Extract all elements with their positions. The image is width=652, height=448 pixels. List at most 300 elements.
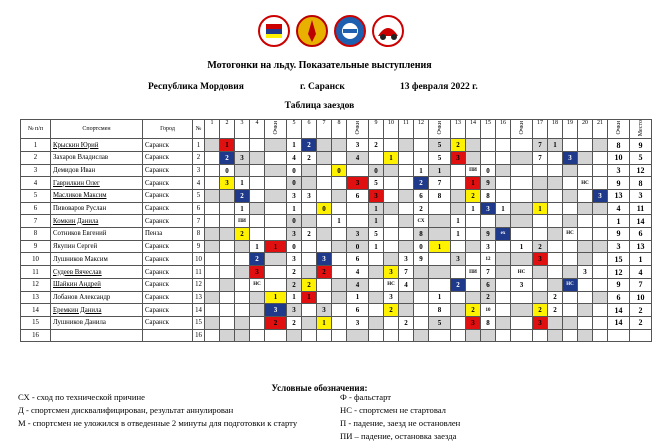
heat-cell [496,164,511,177]
heat-cell: 3 [451,151,466,164]
heat-cell [265,228,287,241]
heat-cell [593,151,608,164]
heat-cell: ex [496,228,511,241]
heat-cell: 2 [414,177,429,190]
athlete-name-cell: Лушников Максим [51,253,143,266]
heat-cell [466,291,481,304]
heat-cell [332,139,347,152]
heat-cell [317,177,332,190]
heat-cell [578,329,593,342]
header-ochki: Очки [429,120,451,139]
header-heat: 15 [481,120,496,139]
athlete-city-cell: Саранск [143,266,193,279]
heat-cell [511,202,533,215]
heat-cell [332,177,347,190]
heat-cell [466,329,481,342]
heat-cell [220,266,235,279]
heat-cell [332,253,347,266]
heat-cell [429,266,451,279]
header-ochki: Очки [347,120,369,139]
heat-cell: 7 [429,177,451,190]
heat-cell [205,164,220,177]
heat-cell: 2 [302,278,317,291]
heat-cell [317,240,332,253]
heat-cell: 3 [347,139,369,152]
heat-cell [205,139,220,152]
region-label: Республика Мордовия [148,82,244,92]
heat-cell: 0 [287,164,302,177]
heat-cell [548,177,563,190]
header-heat: 7 [317,120,332,139]
athlete-name-cell: Сотников Евгений [51,228,143,241]
heat-cell [578,304,593,317]
heat-cell [511,291,533,304]
heat-cell [548,253,563,266]
heat-cell [332,278,347,291]
legend-item: М - спортсмен не уложился в отведенные 2 минуты для подготовки к старту [18,418,298,428]
heat-cell [369,151,384,164]
heat-cell: ПИ [235,215,250,228]
place-cell: 12 [630,164,652,177]
heat-cell [548,278,563,291]
heat-cell [205,215,220,228]
athlete-city-cell: Саранск [143,202,193,215]
heat-cell [250,228,265,241]
heat-cell: 3 [347,316,369,329]
heat-cell: 1 [220,139,235,152]
heat-cell [399,304,414,317]
heat-cell [429,253,451,266]
athlete-name-cell: Крыскин Юрий [51,139,143,152]
heat-cell: 8 [429,304,451,317]
heat-cell [369,266,384,279]
heat-cell [332,304,347,317]
heat-cell [451,240,466,253]
heat-cell [466,139,481,152]
header-heat: 13 [451,120,466,139]
athlete-city-cell: Саранск [143,215,193,228]
heat-cell [250,190,265,203]
table-row [21,278,652,291]
heat-cell [414,266,429,279]
legend-item: П - падение, заезд не остановлен [340,418,461,428]
heat-cell [317,291,332,304]
table-row [21,190,652,203]
heat-cell [466,151,481,164]
athlete-no-cell: 16 [193,329,205,342]
heat-cell: НС [511,266,533,279]
heat-cell [250,202,265,215]
heat-cell: 1 [235,177,250,190]
header-no: № [193,120,205,139]
points-cell: 8 [608,139,630,152]
heat-cell: 4 [347,151,369,164]
heat-cell [593,266,608,279]
header-heat: 20 [578,120,593,139]
heat-cell: 0 [481,164,496,177]
heat-cell [593,278,608,291]
heat-cell [265,202,287,215]
athlete-no-cell: 10 [193,253,205,266]
heat-cell: 7 [481,266,496,279]
heat-cell [548,164,563,177]
heat-cell [414,316,429,329]
heat-cell: 0 [347,240,369,253]
heat-cell [563,215,578,228]
heat-cell [332,316,347,329]
heat-cell [578,228,593,241]
heat-cell: 0 [369,164,384,177]
header-heat: 14 [466,120,481,139]
heat-cell: 1 [287,291,302,304]
heat-cell: 2 [317,266,332,279]
heat-cell [399,202,414,215]
heat-cell [384,253,399,266]
heat-cell: 0 [414,240,429,253]
heat-cell [235,329,250,342]
points-cell: 9 [608,278,630,291]
athlete-city-cell: Саранск [143,316,193,329]
athlete-city-cell: Саранск [143,190,193,203]
athlete-name-cell: Пивоваров Руслан [51,202,143,215]
athlete-city-cell: Саранск [143,278,193,291]
athlete-city-cell: Саранск [143,177,193,190]
place-cell: 13 [630,240,652,253]
athlete-city-cell: Пенза [143,228,193,241]
row-number-cell: 5 [21,190,51,203]
heat-cell [511,215,533,228]
header-heat: 18 [548,120,563,139]
heat-cell: 0 [332,164,347,177]
heat-cell: 3 [220,177,235,190]
heat-cell [451,190,466,203]
heat-cell [563,139,578,152]
heat-cell: НС [384,278,399,291]
heat-cell: 3 [287,253,302,266]
heat-cell [451,329,466,342]
mordovia-emblem-logo [258,14,290,48]
points-cell: 6 [608,291,630,304]
heat-cell [265,151,287,164]
heat-cell [578,139,593,152]
page-title: Мотогонки на льду. Показательные выступления [207,60,432,71]
heat-cell: 2 [548,304,563,317]
heat-cell: НС [563,228,578,241]
heat-cell: 1 [317,316,332,329]
heat-cell [451,304,466,317]
heat-cell [317,278,332,291]
heat-cell [265,190,287,203]
header-heat: 21 [593,120,608,139]
header-num: № п/п [21,120,51,139]
heat-cell [250,329,265,342]
heat-cell [250,291,265,304]
heat-cell: ПИ [466,266,481,279]
table-title: Таблица заездов [284,101,355,111]
heat-cell [511,329,533,342]
heat-cell [205,304,220,317]
heat-cell [332,228,347,241]
heat-cell: 0 [287,240,302,253]
heat-cell [205,190,220,203]
athlete-city-cell: Саранск [143,151,193,164]
heat-cell [511,151,533,164]
heat-cell [496,139,511,152]
points-cell: 12 [608,266,630,279]
heat-cell [533,190,548,203]
heat-cell [347,164,369,177]
heat-cell [332,202,347,215]
heat-cell [205,228,220,241]
athlete-name-cell: Судеев Вячеслав [51,266,143,279]
heat-cell [317,190,332,203]
heat-cell [399,164,414,177]
heat-cell [563,240,578,253]
heat-cell: 2 [369,139,384,152]
heat-cell [563,190,578,203]
place-cell: 11 [630,202,652,215]
heat-cell [399,240,414,253]
heat-cell [466,228,481,241]
date-label: 13 февраля 2022 г. [400,82,478,92]
heat-cell [302,202,317,215]
place-cell [630,329,652,342]
place-cell: 7 [630,278,652,291]
heat-cell: 3 [384,266,399,279]
heat-cell [578,202,593,215]
heat-cell [578,190,593,203]
heat-cell [384,139,399,152]
place-cell: 2 [630,316,652,329]
heat-cell [451,316,466,329]
points-cell: 15 [608,253,630,266]
row-number-cell: 2 [21,151,51,164]
table-row [21,253,652,266]
legend-title: Условные обозначения: [271,383,368,393]
heat-cell [533,278,548,291]
heat-cell [451,177,466,190]
heat-cell [384,316,399,329]
heat-cell [265,215,287,228]
row-number-cell: 10 [21,253,51,266]
heat-cell [250,304,265,317]
heat-cell [250,164,265,177]
heat-cell [347,202,369,215]
heat-cell [451,291,466,304]
heat-cell [265,139,287,152]
table-row [21,316,652,329]
points-cell: 14 [608,316,630,329]
heat-cell: 3 [347,228,369,241]
heat-cell [384,240,399,253]
heat-cell: 6 [347,190,369,203]
legend-item: СХ - сход по технической причине [18,392,145,402]
row-number-cell: 9 [21,240,51,253]
table-row [21,177,652,190]
heat-cell [265,253,287,266]
athlete-city-cell: Саранск [143,139,193,152]
heat-cell: 1 [287,202,302,215]
heat-cell [384,329,399,342]
heat-cell [384,164,399,177]
heat-cell: 1 [548,139,563,152]
heat-cell [302,316,317,329]
row-number-cell: 8 [21,228,51,241]
heat-cell [369,304,384,317]
header-heat: 10 [384,120,399,139]
heats-table [20,119,652,342]
heat-cell [399,329,414,342]
row-number-cell: 4 [21,177,51,190]
heat-cell [451,164,466,177]
header-heat: 8 [332,120,347,139]
heat-cell [332,151,347,164]
row-number-cell: 6 [21,202,51,215]
heat-cell: 2 [481,291,496,304]
athlete-name-cell: Захаров Владислав [51,151,143,164]
row-number-cell: 13 [21,291,51,304]
athlete-no-cell: 6 [193,202,205,215]
heat-cell [250,316,265,329]
heat-cell [302,253,317,266]
heat-cell: 1 [369,215,384,228]
heat-cell [302,240,317,253]
table-row [21,228,652,241]
heat-cell: 1 [429,164,451,177]
header-ochki: Очки [608,120,630,139]
athlete-name-cell: Шайкин Андрей [51,278,143,291]
heat-cell [496,190,511,203]
heat-cell: 3 [302,190,317,203]
heat-cell: 2 [466,304,481,317]
heat-cell [302,177,317,190]
logos-group [258,14,404,48]
heat-cell [399,215,414,228]
city-label: г. Саранск [300,82,345,92]
heat-cell [511,304,533,317]
heat-cell [429,215,451,228]
heat-cell: 6 [347,253,369,266]
heat-cell: ПИ [466,164,481,177]
heat-cell [466,253,481,266]
heat-cell [593,240,608,253]
heat-cell [220,190,235,203]
heat-cell [369,329,384,342]
athlete-name-cell: Масликов Максим [51,190,143,203]
heat-cell: 1 [369,240,384,253]
heat-cell [235,240,250,253]
header-heat: 6 [302,120,317,139]
heat-cell [578,240,593,253]
heat-cell [563,202,578,215]
heat-cell [548,202,563,215]
heat-cell [384,177,399,190]
heat-cell: 8 [414,228,429,241]
heat-cell: 4 [399,278,414,291]
heat-cell [384,215,399,228]
heat-cell: 2 [451,278,466,291]
heat-cell [317,215,332,228]
athlete-no-cell: 2 [193,151,205,164]
legend-item: Д - спортсмен дисквалифицирован, результат аннулирован [18,405,234,415]
heat-cell: НС [250,278,265,291]
heat-cell: 3 [399,253,414,266]
heat-cell [548,228,563,241]
heat-cell [578,253,593,266]
heat-cell [220,291,235,304]
heat-cell: 3 [593,190,608,203]
heat-cell [563,266,578,279]
heat-cell [265,329,287,342]
heat-cell [384,190,399,203]
heat-cell [466,240,481,253]
table-row [21,151,652,164]
heat-cell [511,177,533,190]
heat-cell: 2 [302,139,317,152]
heat-cell: 5 [429,139,451,152]
heat-cell: 0 [287,177,302,190]
heat-cell: 2 [287,316,302,329]
table-row [21,240,652,253]
heat-cell [250,139,265,152]
heat-cell [481,151,496,164]
heat-cell: 1 [235,202,250,215]
heat-cell [533,228,548,241]
heat-cell [593,291,608,304]
heat-cell [548,215,563,228]
athlete-no-cell: 9 [193,240,205,253]
row-number-cell: 12 [21,278,51,291]
heat-cell: 0 [317,202,332,215]
heat-cell [533,291,548,304]
heat-cell: 3 [317,304,332,317]
header-heat: 1 [205,120,220,139]
heat-cell: 9 [414,253,429,266]
heat-cell: 5 [429,316,451,329]
heat-cell: 3 [578,266,593,279]
header-heat: 16 [496,120,511,139]
heat-cell: 3 [265,304,287,317]
heat-cell [317,151,332,164]
place-cell: 9 [630,139,652,152]
row-number-cell: 3 [21,164,51,177]
heat-cell [563,177,578,190]
heat-cell [399,177,414,190]
heat-cell: 3 [451,253,466,266]
heat-cell [496,253,511,266]
heat-cell [511,139,533,152]
heat-cell [250,215,265,228]
heat-cell: 1 [496,202,511,215]
header-ochki: Очки [511,120,533,139]
header-heat: 19 [563,120,578,139]
heat-cell: 2 [302,151,317,164]
heat-cell [250,151,265,164]
points-cell: 3 [608,240,630,253]
heat-cell [533,164,548,177]
heat-cell [235,278,250,291]
heat-cell: 1 [287,139,302,152]
heat-cell [496,177,511,190]
athlete-city-cell: Саранск [143,291,193,304]
heat-cell [511,316,533,329]
place-cell: 6 [630,228,652,241]
header-heat: 12 [414,120,429,139]
heat-cell [578,164,593,177]
heat-cell [302,164,317,177]
heat-cell: 1 [533,202,548,215]
heat-cell [205,151,220,164]
